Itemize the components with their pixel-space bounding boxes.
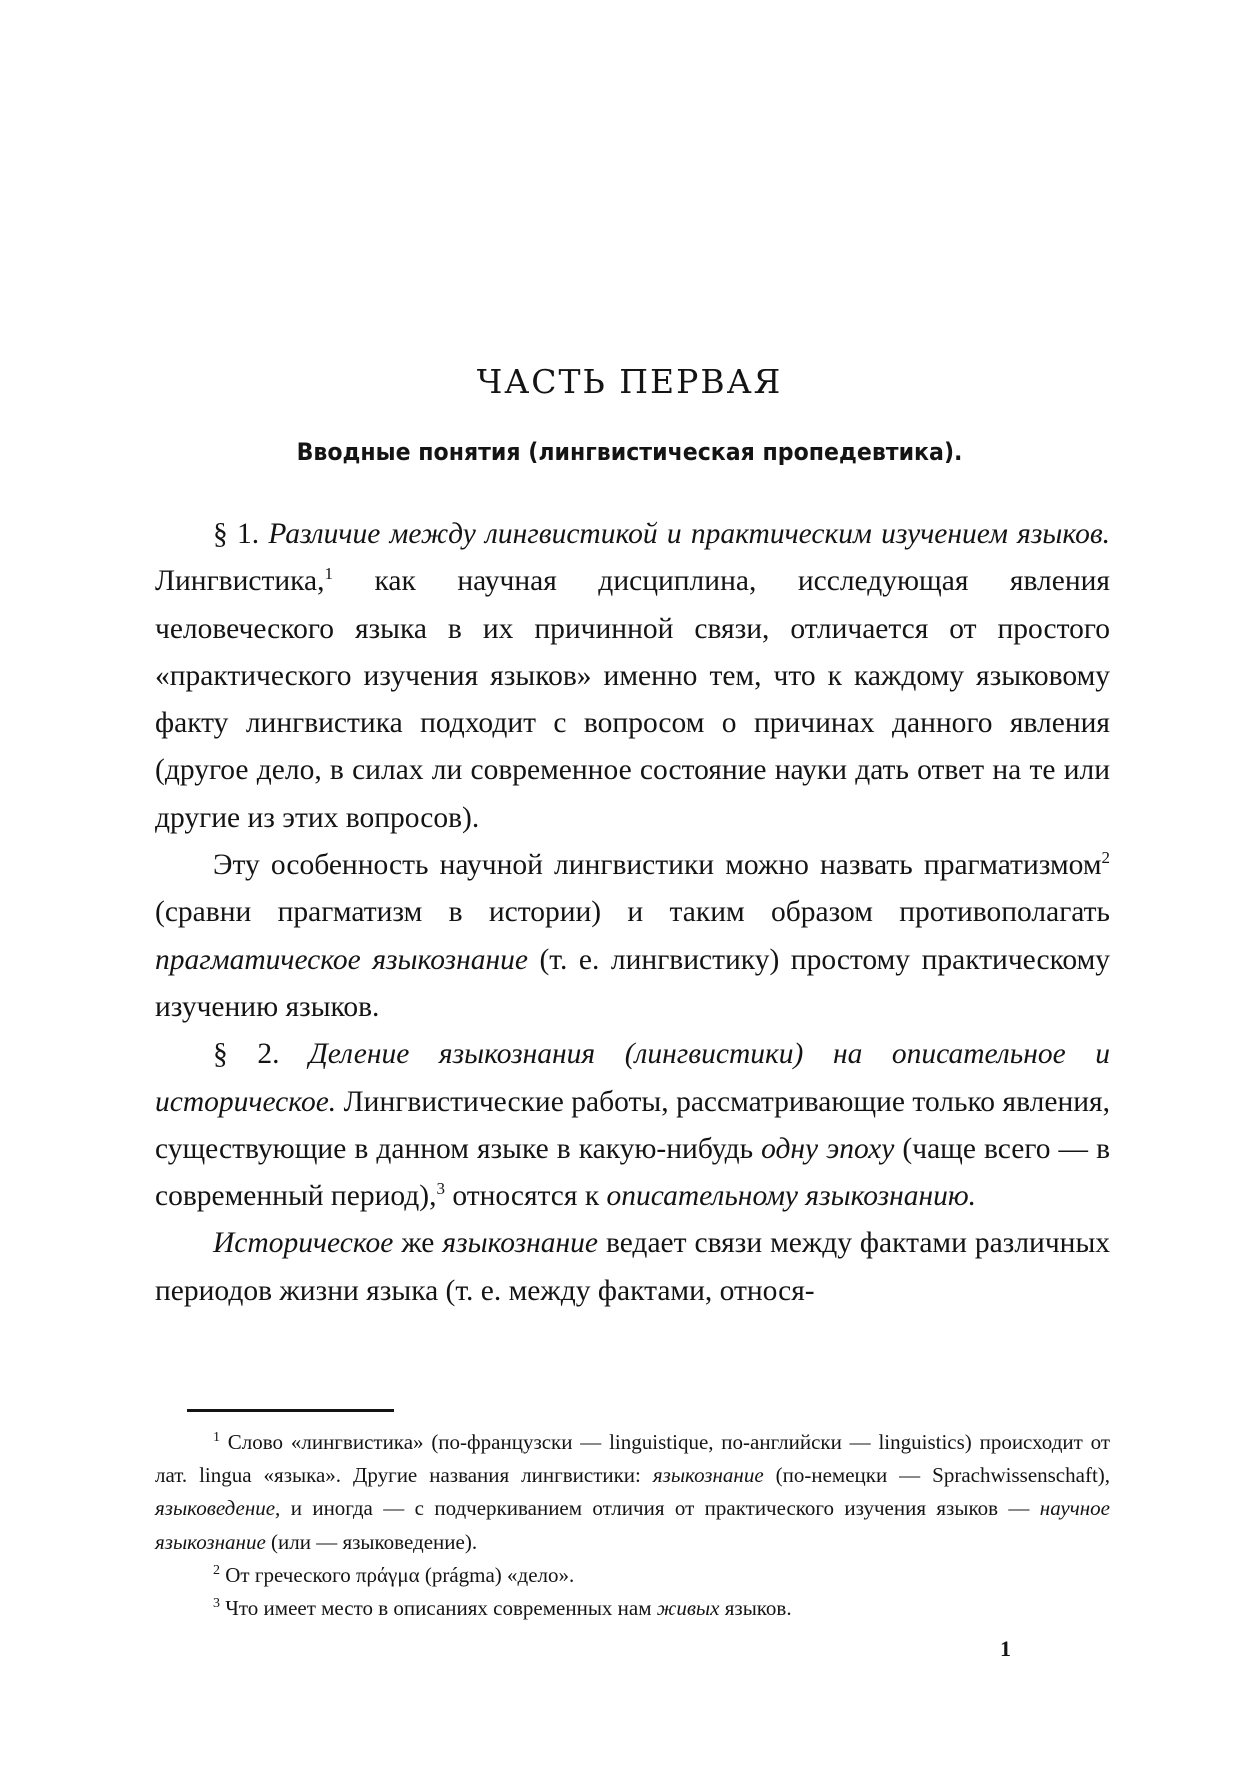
paragraph-text: же — [401, 1227, 435, 1260]
footnote-1 — [155, 1426, 1110, 1559]
paragraph-text: ведает связи между фактами различных периодов жизни языка (т. е. между фактами, относя- — [155, 1227, 1111, 1307]
footnote-emphasis: научное языкознание — [155, 1496, 1110, 1554]
footnote-divider — [187, 1409, 394, 1412]
paragraph-2 — [155, 842, 1110, 1031]
footnotes — [155, 1426, 1110, 1625]
paragraph-text: Лингвистика, — [155, 565, 325, 598]
paragraph-text: Лингвистические работы, рассматривающие только явления, существующие в данном языке в какую-нибудь — [155, 1085, 1110, 1165]
section-subtitle: Вводные понятия (лингвистическая пропедевтика). — [296, 438, 963, 466]
footnote-emphasis: языкознание — [652, 1463, 764, 1488]
paragraph-text: как научная дисциплина, исследующая явления человеческого языка в их причинной связи, отличается от простого «практического изучения языков» именно тем, что к каждому языковому факту лингвистика подходит с вопросом о причинах данного явления (другое дело, в силах ли современное состояние науки дать ответ на те или другие из этих вопросов). — [155, 565, 1110, 834]
body-text — [155, 511, 1110, 1315]
paragraph-text: Эту особенность научной лингвистики можно назвать прагматизмом — [213, 849, 1102, 882]
footnote-ref-2: 2 — [1101, 848, 1110, 868]
page-number: 1 — [1000, 1636, 1011, 1661]
emphasis-term: Историческое — [213, 1227, 394, 1260]
footnote-text: Что имеет место в описаниях современных нам — [225, 1596, 652, 1621]
paragraph-text: (т. е. лингвистику) простому практическому изучению языков. — [155, 943, 1111, 1023]
part-title: ЧАСТЬ ПЕРВАЯ — [476, 362, 783, 401]
footnote-number: 3 — [213, 1596, 220, 1612]
paragraph-4 — [155, 1220, 1110, 1315]
footnote-number: 1 — [213, 1430, 220, 1445]
emphasis-term: описательному языкознанию. — [606, 1180, 977, 1213]
footnote-3 — [155, 1592, 1110, 1625]
paragraph-3 — [155, 1031, 1110, 1220]
footnote-text: (по-немецки — Sprachwissenschaft), — [775, 1463, 1111, 1488]
footnote-2 — [155, 1559, 1110, 1592]
section-heading: Различие между лингвистикой и практическим изучением языков. — [268, 518, 1110, 550]
emphasis-term: одну эпоху — [761, 1132, 895, 1165]
section-number: § 2. — [213, 1038, 280, 1071]
section-number: § 1. — [213, 518, 260, 550]
footnote-ref-1: 1 — [324, 564, 334, 584]
footnote-text: (или — языковедение). — [271, 1529, 478, 1554]
footnote-emphasis: живых — [656, 1596, 720, 1621]
footnote-text: и иногда — с подчеркиванием отличия от практического изучения языков — — [290, 1496, 1030, 1521]
footnote-emphasis: языковедение, — [155, 1496, 281, 1521]
paragraph-text: относятся к — [452, 1180, 600, 1213]
footnote-text: Слово «лингвистика» (по-французски — linguistique, по-английски — linguistics) происходит от лат. lingua «языка». Другие названия лингвистики: — [155, 1430, 1110, 1488]
emphasis-term: языкознание — [442, 1227, 598, 1260]
paragraph-text: (сравни прагматизм в истории) и таким образом противополагать — [155, 896, 1110, 929]
paragraph-text: (чаще всего — в современный период), — [155, 1132, 1111, 1213]
paragraph-1 — [155, 511, 1110, 842]
section-heading: Деление языкознания (лингвистики) на описательное и историческое. — [155, 1038, 1110, 1118]
footnote-ref-3: 3 — [436, 1179, 445, 1199]
footnote-number: 2 — [213, 1562, 220, 1578]
emphasis-term: прагматическое языкознание — [155, 943, 528, 976]
footnote-text: От греческого πράγμα (prágma) «дело». — [225, 1562, 575, 1587]
footnote-text: языков. — [724, 1596, 792, 1621]
